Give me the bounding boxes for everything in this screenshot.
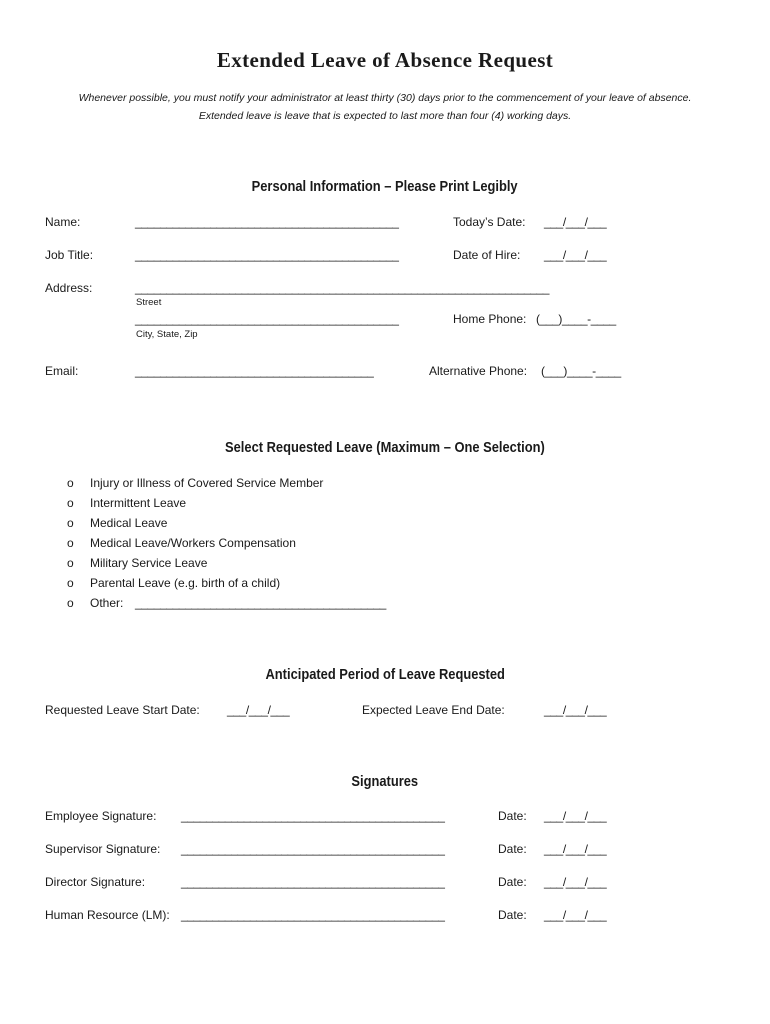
leave-option-workers-comp[interactable]: Medical Leave/Workers Compensation bbox=[90, 536, 296, 550]
radio-option[interactable]: o bbox=[67, 476, 74, 490]
start-date-field[interactable]: ___/___/___ bbox=[227, 703, 290, 717]
leave-type-heading: Select Requested Leave (Maximum – One Selection) bbox=[225, 439, 545, 456]
supervisor-signature-label: Supervisor Signature: bbox=[45, 842, 161, 856]
street-field[interactable]: __________________________________________________________________ bbox=[135, 281, 550, 295]
email-label: Email: bbox=[45, 364, 79, 378]
intro-line-1: Whenever possible, you must notify your administrator at least thirty (30) days prior to the commencement of your leave of absence. bbox=[78, 92, 692, 104]
supervisor-date-field[interactable]: ___/___/___ bbox=[544, 842, 607, 856]
other-leave-field[interactable]: ________________________________________ bbox=[135, 596, 386, 610]
end-date-label: Expected Leave End Date: bbox=[362, 703, 505, 717]
radio-option[interactable]: o bbox=[67, 576, 74, 590]
street-caption: Street bbox=[136, 297, 162, 308]
leave-option-intermittent[interactable]: Intermittent Leave bbox=[90, 496, 187, 510]
hr-signature-label: Human Resource (LM): bbox=[45, 908, 170, 922]
employee-signature-field[interactable]: __________________________________________ bbox=[181, 809, 445, 823]
home-phone-field[interactable]: (___)____-____ bbox=[536, 312, 616, 326]
leave-option-injury[interactable]: Injury or Illness of Covered Service Member bbox=[90, 476, 324, 490]
start-date-label: Requested Leave Start Date: bbox=[45, 703, 200, 717]
name-label: Name: bbox=[45, 215, 81, 229]
director-date-field[interactable]: ___/___/___ bbox=[544, 875, 607, 889]
director-date-label: Date: bbox=[498, 875, 527, 889]
radio-option[interactable]: o bbox=[67, 556, 74, 570]
supervisor-date-label: Date: bbox=[498, 842, 527, 856]
employee-date-label: Date: bbox=[498, 809, 527, 823]
personal-info-heading: Personal Information – Please Print Legibly bbox=[252, 178, 518, 195]
supervisor-signature-field[interactable]: __________________________________________ bbox=[181, 842, 445, 856]
todays-date-field[interactable]: ___/___/___ bbox=[544, 215, 607, 229]
employee-signature-label: Employee Signature: bbox=[45, 809, 157, 823]
radio-option[interactable]: o bbox=[67, 516, 74, 530]
date-of-hire-label: Date of Hire: bbox=[453, 248, 521, 262]
hr-date-field[interactable]: ___/___/___ bbox=[544, 908, 607, 922]
radio-option[interactable]: o bbox=[67, 536, 74, 550]
employee-date-field[interactable]: ___/___/___ bbox=[544, 809, 607, 823]
name-field[interactable]: __________________________________________ bbox=[135, 215, 399, 229]
period-heading: Anticipated Period of Leave Requested bbox=[265, 666, 505, 683]
radio-option[interactable]: o bbox=[67, 496, 74, 510]
leave-option-parental[interactable]: Parental Leave (e.g. birth of a child) bbox=[90, 576, 281, 590]
date-of-hire-field[interactable]: ___/___/___ bbox=[544, 248, 607, 262]
city-state-zip-caption: City, State, Zip bbox=[136, 329, 198, 340]
city-state-zip-field[interactable]: __________________________________________ bbox=[135, 312, 399, 326]
home-phone-label: Home Phone: bbox=[453, 312, 527, 326]
director-signature-label: Director Signature: bbox=[45, 875, 146, 889]
address-label: Address: bbox=[45, 281, 93, 295]
todays-date-label: Today’s Date: bbox=[453, 215, 526, 229]
hr-signature-field[interactable]: __________________________________________ bbox=[181, 908, 445, 922]
radio-option[interactable]: o bbox=[67, 596, 74, 610]
alt-phone-field[interactable]: (___)____-____ bbox=[541, 364, 621, 378]
email-field[interactable]: ______________________________________ bbox=[135, 364, 374, 378]
signatures-heading: Signatures bbox=[351, 773, 419, 790]
hr-date-label: Date: bbox=[498, 908, 527, 922]
end-date-field[interactable]: ___/___/___ bbox=[544, 703, 607, 717]
intro-line-2: Extended leave is leave that is expected to last more than four (4) working days. bbox=[198, 110, 572, 122]
job-title-field[interactable]: __________________________________________ bbox=[135, 248, 399, 262]
leave-option-other[interactable]: Other: bbox=[90, 596, 124, 610]
leave-option-medical[interactable]: Medical Leave bbox=[90, 516, 168, 530]
form-title: Extended Leave of Absence Request bbox=[216, 48, 554, 72]
leave-option-military[interactable]: Military Service Leave bbox=[90, 556, 208, 570]
job-title-label: Job Title: bbox=[45, 248, 94, 262]
director-signature-field[interactable]: __________________________________________ bbox=[181, 875, 445, 889]
alt-phone-label: Alternative Phone: bbox=[429, 364, 528, 378]
